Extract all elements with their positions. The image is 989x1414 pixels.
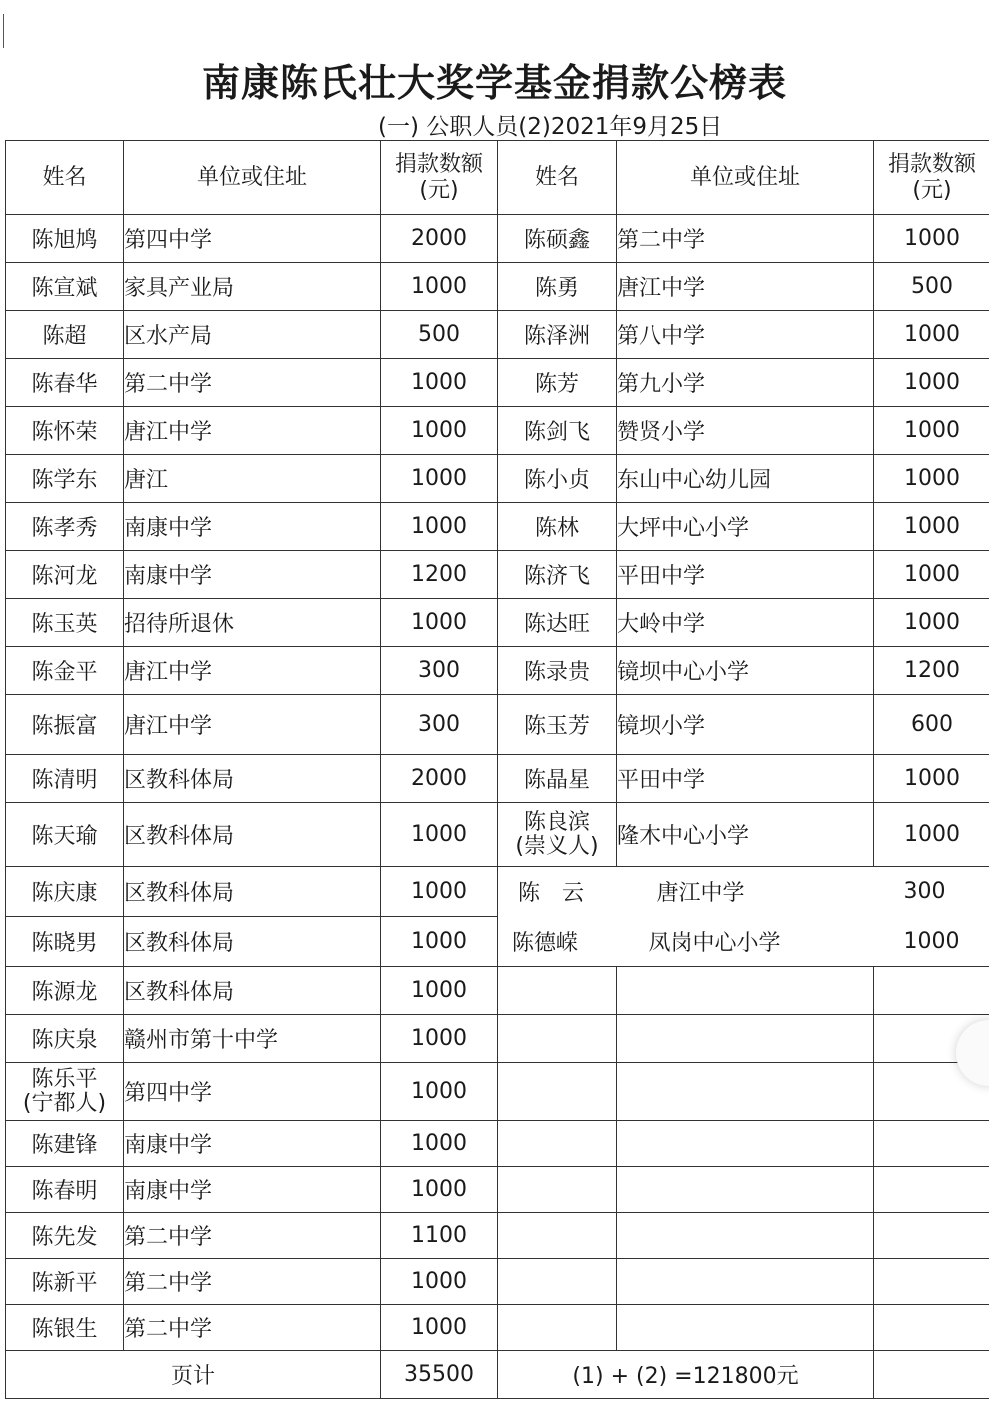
left-name: 陈怀荣 xyxy=(6,407,124,455)
page-subtitle: (一) 公职人员(2)2021年9月25日 xyxy=(378,114,723,140)
donation-table xyxy=(5,140,989,1399)
empty-cell xyxy=(617,1121,874,1167)
left-unit: 区教科体局 xyxy=(124,803,381,867)
right-unit: 镜坝中心小学 xyxy=(617,647,874,695)
left-amount: 1000 xyxy=(381,503,498,551)
table-row xyxy=(6,967,989,1015)
left-amount: 1000 xyxy=(381,599,498,647)
right-name: 陈录贵 xyxy=(498,647,617,695)
left-unit: 唐江中学 xyxy=(124,647,381,695)
left-name: 陈超 xyxy=(6,311,124,359)
table-row xyxy=(6,1213,989,1259)
left-amount: 1000 xyxy=(381,1015,498,1063)
right-amount: 1000 xyxy=(874,215,989,263)
left-amount: 1000 xyxy=(381,1305,498,1351)
left-name: 陈春明 xyxy=(6,1167,124,1213)
page-title: 南康陈氏壮大奖学基金捐款公榜表 xyxy=(201,61,787,105)
right-amount: 1000 xyxy=(874,311,989,359)
left-unit: 南康中学 xyxy=(124,503,381,551)
right-unit: 第九小学 xyxy=(617,359,874,407)
left-amount: 2000 xyxy=(381,215,498,263)
left-unit: 第四中学 xyxy=(124,215,381,263)
footer-row xyxy=(6,1351,989,1399)
table-row xyxy=(6,755,989,803)
right-amount: 1000 xyxy=(874,755,989,803)
left-amount: 1000 xyxy=(381,917,498,967)
empty-cell xyxy=(498,1305,617,1351)
right-unit: 唐江中学 xyxy=(617,263,874,311)
left-unit: 唐江 xyxy=(124,455,381,503)
right-name: 陈小贞 xyxy=(498,455,617,503)
left-unit: 区水产局 xyxy=(124,311,381,359)
right-name: 陈勇 xyxy=(498,263,617,311)
empty-cell xyxy=(617,1063,874,1121)
table-row xyxy=(6,647,989,695)
footer-grand-total: (1) + (2) =121800元 xyxy=(498,1351,874,1399)
empty-cell xyxy=(498,1063,617,1121)
right-name-origin: (崇义人) xyxy=(515,833,599,859)
left-amount: 1000 xyxy=(381,803,498,867)
left-name: 陈春华 xyxy=(6,359,124,407)
right-name: 陈德嵘 xyxy=(498,917,617,967)
left-name: 陈晓男 xyxy=(6,917,124,967)
right-name xyxy=(498,803,617,867)
left-amount: 1000 xyxy=(381,359,498,407)
left-amount: 300 xyxy=(381,695,498,755)
text-cursor xyxy=(3,14,4,48)
left-name: 陈宣斌 xyxy=(6,263,124,311)
left-name: 陈学东 xyxy=(6,455,124,503)
left-amount: 1200 xyxy=(381,551,498,599)
empty-cell xyxy=(498,967,617,1015)
table-row xyxy=(6,407,989,455)
left-name xyxy=(6,1063,124,1121)
empty-cell xyxy=(498,1213,617,1259)
table-row xyxy=(6,695,989,755)
left-unit: 第二中学 xyxy=(124,1213,381,1259)
left-name: 陈建锋 xyxy=(6,1121,124,1167)
empty-cell xyxy=(617,1167,874,1213)
right-name: 陈芳 xyxy=(498,359,617,407)
table-row xyxy=(6,455,989,503)
empty-cell xyxy=(498,1259,617,1305)
footer-label: 页计 xyxy=(6,1351,381,1399)
left-amount: 1000 xyxy=(381,263,498,311)
left-name: 陈河龙 xyxy=(6,551,124,599)
table-row xyxy=(6,551,989,599)
right-unit: 大岭中学 xyxy=(617,599,874,647)
header-amount-left xyxy=(381,141,498,215)
left-name: 陈玉英 xyxy=(6,599,124,647)
table-row xyxy=(6,503,989,551)
table-row xyxy=(6,1063,989,1121)
left-unit: 家具产业局 xyxy=(124,263,381,311)
left-amount: 300 xyxy=(381,647,498,695)
right-unit: 凤岗中心小学 xyxy=(617,917,874,967)
header-unit-left: 单位或住址 xyxy=(124,141,381,215)
right-name: 陈达旺 xyxy=(498,599,617,647)
left-amount: 500 xyxy=(381,311,498,359)
right-unit: 大坪中心小学 xyxy=(617,503,874,551)
table-row xyxy=(6,803,989,867)
header-unit-right: 单位或住址 xyxy=(617,141,874,215)
left-unit: 区教科体局 xyxy=(124,967,381,1015)
right-amount: 500 xyxy=(874,263,989,311)
right-name: 陈玉芳 xyxy=(498,695,617,755)
right-unit: 隆木中心小学 xyxy=(617,803,874,867)
right-name: 陈硕鑫 xyxy=(498,215,617,263)
left-amount: 1000 xyxy=(381,1121,498,1167)
table-row xyxy=(6,1015,989,1063)
right-name: 陈泽洲 xyxy=(498,311,617,359)
right-amount: 1000 xyxy=(874,551,989,599)
empty-cell xyxy=(617,1259,874,1305)
table-row xyxy=(6,599,989,647)
left-name-line1: 陈乐平 xyxy=(31,1066,98,1092)
left-amount: 1000 xyxy=(381,967,498,1015)
left-amount: 1000 xyxy=(381,1259,498,1305)
left-amount: 1000 xyxy=(381,455,498,503)
right-amount: 1000 xyxy=(874,455,989,503)
header-amount-line1: 捐款数额 xyxy=(887,151,976,177)
left-unit: 区教科体局 xyxy=(124,755,381,803)
header-amount-line2: (元) xyxy=(419,177,459,203)
table-row xyxy=(6,359,989,407)
left-name: 陈新平 xyxy=(6,1259,124,1305)
left-name: 陈清明 xyxy=(6,755,124,803)
table-row xyxy=(6,215,989,263)
left-name: 陈庆泉 xyxy=(6,1015,124,1063)
right-amount: 1000 xyxy=(874,803,989,867)
empty-cell xyxy=(617,967,874,1015)
empty-cell xyxy=(498,1121,617,1167)
right-name: 陈济飞 xyxy=(498,551,617,599)
table-row xyxy=(6,1167,989,1213)
right-unit: 唐江中学 xyxy=(617,867,874,917)
left-name: 陈振富 xyxy=(6,695,124,755)
table-row xyxy=(6,311,989,359)
right-amount: 300 xyxy=(874,867,989,917)
left-unit: 赣州市第十中学 xyxy=(124,1015,381,1063)
right-unit: 东山中心幼儿园 xyxy=(617,455,874,503)
left-amount: 1100 xyxy=(381,1213,498,1259)
empty-cell xyxy=(617,1015,874,1063)
left-unit: 招待所退休 xyxy=(124,599,381,647)
empty-cell xyxy=(874,1305,989,1351)
footer-subtotal: 35500 xyxy=(381,1351,498,1399)
left-unit: 第二中学 xyxy=(124,1259,381,1305)
right-unit: 赞贤小学 xyxy=(617,407,874,455)
left-amount: 1000 xyxy=(381,407,498,455)
left-name: 陈孝秀 xyxy=(6,503,124,551)
left-amount: 1000 xyxy=(381,867,498,917)
left-unit: 南康中学 xyxy=(124,551,381,599)
right-amount: 1000 xyxy=(874,917,989,967)
right-name: 陈林 xyxy=(498,503,617,551)
empty-cell xyxy=(874,1259,989,1305)
left-name-origin: (宁都人) xyxy=(22,1090,107,1116)
header-name-left: 姓名 xyxy=(6,141,124,215)
empty-cell xyxy=(498,1167,617,1213)
table-row xyxy=(6,263,989,311)
left-unit: 南康中学 xyxy=(124,1121,381,1167)
right-name: 陈剑飞 xyxy=(498,407,617,455)
header-amount-line2: (元) xyxy=(912,177,952,203)
left-amount: 1000 xyxy=(381,1063,498,1121)
header-row xyxy=(6,141,989,215)
left-amount: 1000 xyxy=(381,1167,498,1213)
table-row xyxy=(6,1121,989,1167)
right-amount: 1000 xyxy=(874,407,989,455)
right-unit: 平田中学 xyxy=(617,755,874,803)
right-name: 陈 云 xyxy=(498,867,617,917)
left-unit: 唐江中学 xyxy=(124,695,381,755)
left-name: 陈先发 xyxy=(6,1213,124,1259)
empty-cell xyxy=(498,1015,617,1063)
left-unit: 南康中学 xyxy=(124,1167,381,1213)
right-amount: 1200 xyxy=(874,647,989,695)
empty-cell xyxy=(874,1351,989,1399)
table-row xyxy=(6,1305,989,1351)
empty-cell xyxy=(617,1213,874,1259)
left-name: 陈银生 xyxy=(6,1305,124,1351)
right-unit: 平田中学 xyxy=(617,551,874,599)
header-amount-right xyxy=(874,141,989,215)
empty-cell xyxy=(874,1213,989,1259)
table-row xyxy=(6,1259,989,1305)
left-name: 陈天瑜 xyxy=(6,803,124,867)
empty-cell xyxy=(617,1305,874,1351)
right-amount: 1000 xyxy=(874,599,989,647)
left-unit: 第二中学 xyxy=(124,359,381,407)
header-name-right: 姓名 xyxy=(498,141,617,215)
right-unit: 第二中学 xyxy=(617,215,874,263)
header-amount-line1: 捐款数额 xyxy=(394,151,483,177)
table-row xyxy=(6,917,989,967)
left-name: 陈源龙 xyxy=(6,967,124,1015)
right-amount: 600 xyxy=(874,695,989,755)
left-amount: 2000 xyxy=(381,755,498,803)
right-amount: 1000 xyxy=(874,359,989,407)
left-unit: 区教科体局 xyxy=(124,867,381,917)
empty-cell xyxy=(874,1121,989,1167)
right-unit: 第八中学 xyxy=(617,311,874,359)
left-name: 陈庆康 xyxy=(6,867,124,917)
left-unit: 唐江中学 xyxy=(124,407,381,455)
left-name: 陈旭鸠 xyxy=(6,215,124,263)
empty-cell xyxy=(874,967,989,1015)
left-unit: 第四中学 xyxy=(124,1063,381,1121)
empty-cell xyxy=(874,1167,989,1213)
right-name-line1: 陈良滨 xyxy=(523,809,590,835)
right-amount: 1000 xyxy=(874,503,989,551)
right-unit: 镜坝小学 xyxy=(617,695,874,755)
table-row xyxy=(6,867,989,917)
left-name: 陈金平 xyxy=(6,647,124,695)
left-unit: 第二中学 xyxy=(124,1305,381,1351)
right-name: 陈晶星 xyxy=(498,755,617,803)
left-unit: 区教科体局 xyxy=(124,917,381,967)
